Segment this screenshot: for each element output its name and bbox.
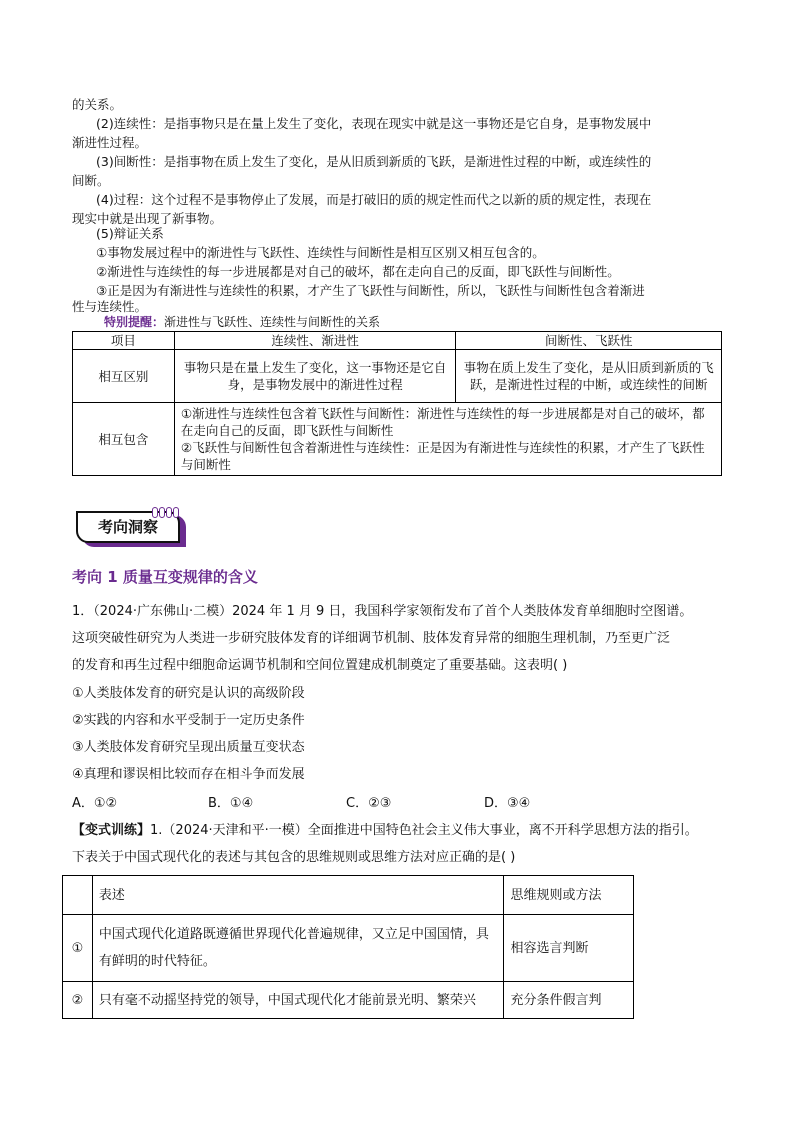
- text-line: ③正是因为有渐进性与连续性的积累，才产生了飞跃性与间断性，所以，飞跃性与间断性包含着渐进: [96, 283, 645, 298]
- answer-option-d: D．③④: [484, 796, 531, 811]
- row-number: ①: [63, 915, 93, 982]
- text-line: ①事物发展过程中的渐进性与飞跃性、连续性与间断性是相互区别又相互包含的。: [96, 245, 545, 260]
- row-number: ②: [63, 982, 93, 1019]
- row-label: 相互区别: [73, 350, 175, 403]
- tip-text: 渐进性与飞跃性、连续性与间断性的关系: [164, 315, 381, 329]
- table-cell: 相容选言判断: [504, 915, 634, 982]
- statement-table: [62, 875, 634, 1019]
- variant-text: 1.（2024·天津和平·一模）全面推进中国特色社会主义伟大事业，离不开科学思想方法的指引。: [150, 823, 698, 838]
- table-row: [63, 915, 634, 982]
- table-header-cell: 表述: [92, 876, 504, 915]
- text-line: 现实中就是出现了新事物。: [72, 211, 223, 226]
- text-line: 渐进性过程。: [72, 135, 148, 150]
- table-header-cell: 间断性、飞跃性: [456, 332, 722, 350]
- question-item: ④真理和谬误相比较而存在相斗争而发展: [72, 767, 305, 782]
- section-title: 考向 1 质量互变规律的含义: [72, 568, 258, 586]
- variant-line: 下表关于中国式现代化的表述与其包含的思维规则或思维方法对应正确的是( ): [72, 850, 516, 865]
- table-cell: 事物在质上发生了变化，是从旧质到新质的飞跃，是渐进性过程的中断，或连续性的间断: [456, 350, 722, 403]
- question-item: ①人类肢体发育的研究是认识的高级阶段: [72, 686, 305, 701]
- question-item: ②实践的内容和水平受制于一定历史条件: [72, 713, 305, 728]
- variant-label: 【变式训练】: [72, 823, 151, 838]
- table-cell: 中国式现代化道路既遵循世界现代化普遍规律，又立足中国国情，具有鲜明的时代特征。: [92, 915, 504, 982]
- table-row: [73, 403, 722, 476]
- badge-label: 考向洞察: [76, 511, 180, 543]
- text-line: (5)辩证关系: [96, 226, 164, 241]
- table-cell: 充分条件假言判: [504, 982, 634, 1019]
- answer-option-a: A．①②: [72, 796, 118, 811]
- text-line: 的关系。: [72, 97, 123, 112]
- tip-line: [104, 313, 380, 332]
- cell-paragraph: ①渐进性与连续性包含着飞跃性与间断性：渐进性与连续性的每一步进展都是对自己的破坏，都在走向自己的反面，即飞跃性与间断性: [180, 406, 705, 438]
- table-header-cell: 项目: [73, 332, 175, 350]
- binder-rings-icon: [152, 507, 178, 517]
- table-header-row: [73, 332, 722, 350]
- text-line: ②渐进性与连续性的每一步进展都是对自己的破坏，都在走向自己的反面，即飞跃性与间断性。: [96, 264, 620, 279]
- table-header-cell: 思维规则或方法: [504, 876, 634, 915]
- cell-paragraph: ②飞跃性与间断性包含着渐进性与连续性：正是因为有渐进性与连续性的积累，才产生了飞跃性与间断性: [180, 440, 705, 472]
- comparison-table: [72, 331, 722, 476]
- text-line: 性与连续性。: [72, 299, 148, 314]
- text-line: (2)连续性：是指事物只是在量上发生了变化，表现在现实中就是这一事物还是它自身，是事物发展中: [96, 116, 652, 131]
- variant-line: [72, 817, 698, 844]
- text-line: (4)过程：这个过程不是事物停止了发展，而是打破旧的质的规定性而代之以新的质的规定性，表现在: [96, 192, 652, 207]
- text-line: 间断。: [72, 173, 110, 188]
- tip-label: 特别提醒：: [104, 315, 165, 329]
- section-badge: [76, 507, 188, 547]
- table-row: [73, 350, 722, 403]
- text-line: (3)间断性：是指事物在质上发生了变化，是从旧质到新质的飞跃，是渐进性过程的中断，或连续性的: [96, 154, 652, 169]
- table-header-cell: [63, 876, 93, 915]
- table-cell: 只有毫不动摇坚持党的领导，中国式现代化才能前景光明、繁荣兴: [92, 982, 504, 1019]
- table-cell: 事物只是在量上发生了变化，这一事物还是它自身，是事物发展中的渐进性过程: [174, 350, 456, 403]
- question-stem-line: 这项突破性研究为人类进一步研究肢体发育的详细调节机制、肢体发育异常的细胞生理机制，乃至更广泛: [72, 631, 671, 646]
- table-row: [63, 982, 634, 1019]
- answer-option-c: C．②③: [346, 796, 392, 811]
- table-header-cell: 连续性、渐进性: [174, 332, 456, 350]
- question-stem-line: 1．（2024·广东佛山·二模）2024 年 1 月 9 日，我国科学家领衔发布了首个人类肢体发育单细胞时空图谱。: [72, 604, 693, 619]
- answer-option-b: B．①④: [208, 796, 254, 811]
- row-label: 相互包含: [73, 403, 175, 476]
- table-cell: [174, 403, 721, 476]
- question-stem-line: 的发育和再生过程中细胞命运调节机制和空间位置建成机制奠定了重要基础。这表明( ): [72, 658, 568, 673]
- table-header-row: [63, 876, 634, 915]
- question-item: ③人类肢体发育研究呈现出质量互变状态: [72, 740, 305, 755]
